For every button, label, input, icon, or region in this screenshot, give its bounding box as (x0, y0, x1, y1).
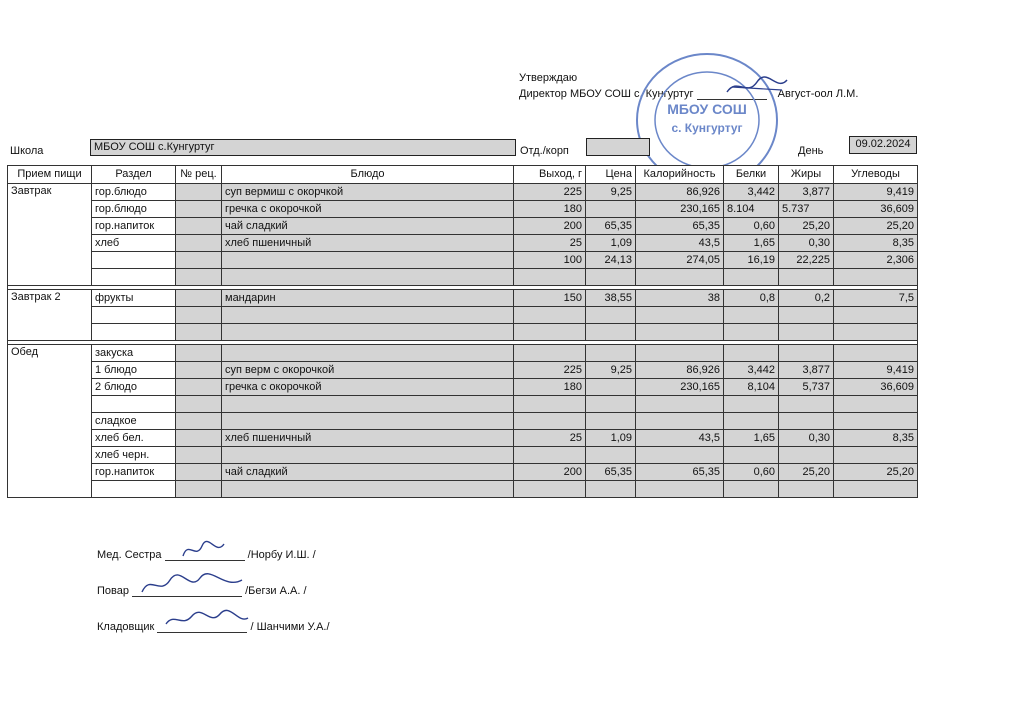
nurse-name: /Норбу И.Ш. / (247, 549, 316, 561)
svg-text:с. Кунгуртуг: с. Кунгуртуг (671, 121, 743, 135)
dish-cell: хлеб пшеничный (222, 235, 514, 252)
dept-label: Отд./корп (520, 145, 569, 157)
dish-cell: суп верм с окорочкой (222, 362, 514, 379)
kcal-cell: 230,165 (636, 379, 724, 396)
price-cell: 38,55 (586, 290, 636, 307)
section-cell (92, 252, 176, 269)
carb-cell: 36,609 (834, 201, 918, 218)
fat-cell (779, 324, 834, 341)
cook-signature (138, 570, 248, 598)
kcal-cell: 86,926 (636, 184, 724, 201)
protein-cell (724, 481, 779, 498)
price-cell: 1,09 (586, 430, 636, 447)
recipe-cell (176, 307, 222, 324)
kcal-cell (636, 413, 724, 430)
price-cell: 1,09 (586, 235, 636, 252)
dish-cell: чай сладкий (222, 218, 514, 235)
dish-cell: хлеб пшеничный (222, 430, 514, 447)
fat-cell: 22,225 (779, 252, 834, 269)
section-cell: хлеб бел. (92, 430, 176, 447)
price-cell: 65,35 (586, 464, 636, 481)
protein-cell: 3,442 (724, 362, 779, 379)
col-price: Цена (586, 166, 636, 184)
kcal-cell: 65,35 (636, 218, 724, 235)
cook-name: /Бегзи А.А. / (245, 585, 307, 597)
kcal-cell (636, 345, 724, 362)
section-cell: хлеб (92, 235, 176, 252)
fat-cell (779, 413, 834, 430)
table-body (8, 184, 918, 498)
section-cell: гор.напиток (92, 218, 176, 235)
table-row (8, 184, 918, 201)
price-cell (586, 201, 636, 218)
col-fat: Жиры (779, 166, 834, 184)
output-cell: 25 (514, 235, 586, 252)
recipe-cell (176, 447, 222, 464)
output-cell (514, 345, 586, 362)
recipe-cell (176, 290, 222, 307)
kcal-cell: 274,05 (636, 252, 724, 269)
table-row (8, 464, 918, 481)
dish-cell (222, 307, 514, 324)
output-cell: 225 (514, 184, 586, 201)
carb-cell: 36,609 (834, 379, 918, 396)
col-recipe: № рец. (176, 166, 222, 184)
price-cell (586, 324, 636, 341)
table-row (8, 307, 918, 324)
table-row (8, 290, 918, 307)
recipe-cell (176, 324, 222, 341)
director-label: Директор МБОУ СОШ с. Кунгуртуг (519, 88, 694, 100)
kcal-cell (636, 307, 724, 324)
protein-cell (724, 307, 779, 324)
price-cell (586, 481, 636, 498)
section-cell: фрукты (92, 290, 176, 307)
storekeeper-name: / Шанчими У.А./ (250, 621, 330, 633)
dish-cell: чай сладкий (222, 464, 514, 481)
price-cell (586, 413, 636, 430)
recipe-cell (176, 345, 222, 362)
approve-label: Утверждаю (519, 72, 578, 84)
protein-cell: 1,65 (724, 235, 779, 252)
day-field: 09.02.2024 (849, 136, 917, 154)
output-cell: 150 (514, 290, 586, 307)
kcal-cell (636, 396, 724, 413)
day-label: День (798, 145, 824, 157)
output-cell: 25 (514, 430, 586, 447)
table-row (8, 235, 918, 252)
col-section: Раздел (92, 166, 176, 184)
dish-cell (222, 252, 514, 269)
price-cell (586, 447, 636, 464)
price-cell: 24,13 (586, 252, 636, 269)
recipe-cell (176, 235, 222, 252)
price-cell (586, 379, 636, 396)
output-cell (514, 481, 586, 498)
output-cell: 180 (514, 379, 586, 396)
output-cell: 200 (514, 218, 586, 235)
section-cell: закуска (92, 345, 176, 362)
recipe-cell (176, 481, 222, 498)
section-cell (92, 481, 176, 498)
table-row (8, 379, 918, 396)
protein-cell (724, 447, 779, 464)
dish-cell (222, 324, 514, 341)
section-cell: 2 блюдо (92, 379, 176, 396)
fat-cell: 0,30 (779, 430, 834, 447)
kcal-cell (636, 481, 724, 498)
recipe-cell (176, 464, 222, 481)
output-cell: 200 (514, 464, 586, 481)
recipe-cell (176, 396, 222, 413)
output-cell (514, 324, 586, 341)
section-cell: гор.блюдо (92, 184, 176, 201)
school-field: МБОУ СОШ с.Кунгуртуг (90, 139, 516, 156)
protein-cell: 1,65 (724, 430, 779, 447)
dish-cell: суп вермиш с окорчкой (222, 184, 514, 201)
carb-cell (834, 345, 918, 362)
section-cell (92, 396, 176, 413)
dept-field (586, 138, 650, 156)
kcal-cell: 43,5 (636, 430, 724, 447)
carb-cell: 25,20 (834, 218, 918, 235)
protein-cell (724, 269, 779, 286)
output-cell: 100 (514, 252, 586, 269)
meal-cell: Обед (8, 345, 92, 498)
output-cell (514, 447, 586, 464)
fat-cell (779, 447, 834, 464)
price-cell: 9,25 (586, 362, 636, 379)
recipe-cell (176, 184, 222, 201)
nurse-role: Мед. Сестра (97, 549, 162, 561)
carb-cell: 25,20 (834, 464, 918, 481)
school-label: Школа (10, 145, 44, 157)
recipe-cell (176, 362, 222, 379)
nurse-signature (178, 538, 228, 562)
price-cell: 65,35 (586, 218, 636, 235)
recipe-cell (176, 218, 222, 235)
carb-cell (834, 396, 918, 413)
table-row (8, 218, 918, 235)
recipe-cell (176, 252, 222, 269)
section-cell (92, 324, 176, 341)
protein-cell: 0,60 (724, 464, 779, 481)
fat-cell: 5,737 (779, 379, 834, 396)
kcal-cell: 86,926 (636, 362, 724, 379)
section-cell (92, 269, 176, 286)
director-name: Август-оол Л.М. (777, 88, 859, 100)
protein-cell: 0,60 (724, 218, 779, 235)
table-row (8, 413, 918, 430)
menu-table (7, 165, 918, 498)
meal-cell: Завтрак 2 (8, 290, 92, 341)
storekeeper-signature (162, 608, 252, 632)
dish-cell: гречка с окорочкой (222, 201, 514, 218)
fat-cell: 3,877 (779, 362, 834, 379)
kcal-cell: 230,165 (636, 201, 724, 218)
section-cell: хлеб черн. (92, 447, 176, 464)
fat-cell: 25,20 (779, 218, 834, 235)
carb-cell (834, 481, 918, 498)
table-row (8, 430, 918, 447)
fat-cell (779, 307, 834, 324)
dish-cell (222, 345, 514, 362)
output-cell: 180 (514, 201, 586, 218)
protein-cell: 3,442 (724, 184, 779, 201)
fat-cell: 5.737 (779, 201, 834, 218)
section-cell: гор.блюдо (92, 201, 176, 218)
dish-cell: гречка с окорочкой (222, 379, 514, 396)
storekeeper-role: Кладовщик (97, 621, 155, 633)
price-cell (586, 307, 636, 324)
col-output: Выход, г (514, 166, 586, 184)
recipe-cell (176, 379, 222, 396)
kcal-cell (636, 324, 724, 341)
dish-cell (222, 447, 514, 464)
carb-cell: 9,419 (834, 362, 918, 379)
fat-cell: 0,30 (779, 235, 834, 252)
price-cell (586, 396, 636, 413)
price-cell (586, 345, 636, 362)
cook-role: Повар (97, 585, 129, 597)
protein-cell: 16,19 (724, 252, 779, 269)
fat-cell: 3,877 (779, 184, 834, 201)
protein-cell: 8.104 (724, 201, 779, 218)
col-protein: Белки (724, 166, 779, 184)
table-row (8, 252, 918, 269)
table-row (8, 201, 918, 218)
carb-cell: 8,35 (834, 430, 918, 447)
dish-cell (222, 481, 514, 498)
fat-cell: 25,20 (779, 464, 834, 481)
col-carb: Углеводы (834, 166, 918, 184)
protein-cell (724, 324, 779, 341)
protein-cell (724, 413, 779, 430)
table-row (8, 447, 918, 464)
output-cell: 225 (514, 362, 586, 379)
carb-cell (834, 269, 918, 286)
dish-cell (222, 413, 514, 430)
svg-text:МБОУ СОШ: МБОУ СОШ (667, 101, 747, 117)
protein-cell: 8,104 (724, 379, 779, 396)
protein-cell (724, 345, 779, 362)
fat-cell: 0,2 (779, 290, 834, 307)
kcal-cell: 38 (636, 290, 724, 307)
protein-cell: 0,8 (724, 290, 779, 307)
table-row (8, 396, 918, 413)
carb-cell (834, 324, 918, 341)
kcal-cell (636, 269, 724, 286)
output-cell (514, 307, 586, 324)
recipe-cell (176, 413, 222, 430)
output-cell (514, 396, 586, 413)
table-row (8, 269, 918, 286)
kcal-cell: 43,5 (636, 235, 724, 252)
table-row (8, 345, 918, 362)
section-cell: 1 блюдо (92, 362, 176, 379)
price-cell (586, 269, 636, 286)
carb-cell: 8,35 (834, 235, 918, 252)
section-cell: гор.напиток (92, 464, 176, 481)
output-cell (514, 413, 586, 430)
carb-cell (834, 307, 918, 324)
carb-cell (834, 447, 918, 464)
kcal-cell (636, 447, 724, 464)
fat-cell (779, 481, 834, 498)
col-meal: Прием пищи (8, 166, 92, 184)
table-row (8, 481, 918, 498)
price-cell: 9,25 (586, 184, 636, 201)
fat-cell (779, 345, 834, 362)
recipe-cell (176, 201, 222, 218)
meal-cell: Завтрак (8, 184, 92, 286)
table-header-row (8, 166, 918, 184)
col-dish: Блюдо (222, 166, 514, 184)
protein-cell (724, 396, 779, 413)
kcal-cell: 65,35 (636, 464, 724, 481)
carb-cell: 7,5 (834, 290, 918, 307)
dish-cell (222, 396, 514, 413)
dish-cell: мандарин (222, 290, 514, 307)
fat-cell (779, 396, 834, 413)
section-cell (92, 307, 176, 324)
recipe-cell (176, 430, 222, 447)
recipe-cell (176, 269, 222, 286)
table-row (8, 324, 918, 341)
section-cell: сладкое (92, 413, 176, 430)
dish-cell (222, 269, 514, 286)
carb-cell (834, 413, 918, 430)
table-row (8, 362, 918, 379)
fat-cell (779, 269, 834, 286)
carb-cell: 9,419 (834, 184, 918, 201)
carb-cell: 2,306 (834, 252, 918, 269)
output-cell (514, 269, 586, 286)
director-signature (722, 72, 792, 102)
col-kcal: Калорийность (636, 166, 724, 184)
